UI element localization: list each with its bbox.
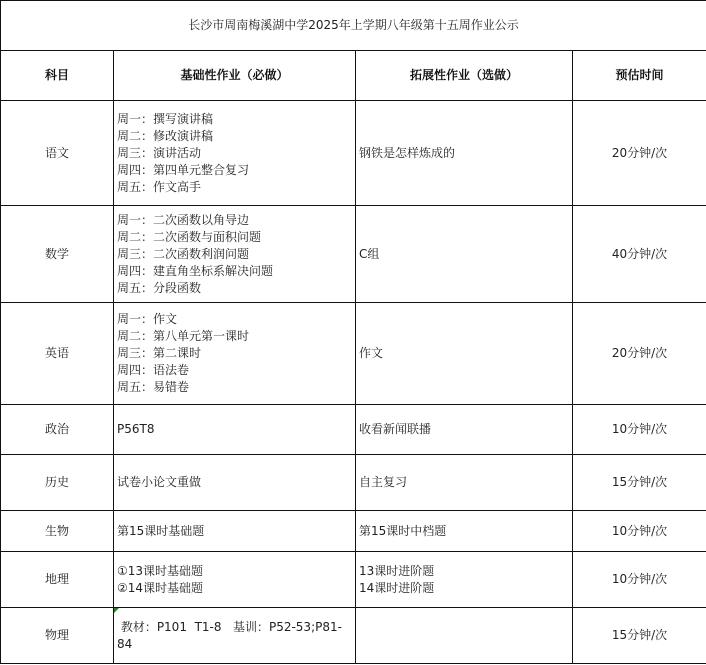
time-cell[interactable]: 10分钟/次 xyxy=(573,552,706,608)
homework-line: 周四：语法卷 xyxy=(117,363,190,377)
table-row xyxy=(1,405,706,455)
homework-line: 周五：作文高手 xyxy=(117,179,202,194)
page-title[interactable]: 长沙市周南梅溪湖中学2025年上学期八年级第十五周作业公示 xyxy=(1,1,706,51)
basic-homework-cell[interactable] xyxy=(114,511,356,552)
header-estimated-time[interactable]: 预估时间 xyxy=(573,51,706,101)
extended-homework-cell[interactable] xyxy=(356,101,573,206)
homework-line: 13课时进阶题 xyxy=(359,563,435,578)
basic-homework-cell[interactable] xyxy=(114,608,356,664)
homework-line: 收看新闻联播 xyxy=(359,422,432,436)
homework-line: 周四：建直角坐标系解决问题 xyxy=(117,263,274,278)
homework-line: 14课时进阶题 xyxy=(359,580,435,595)
homework-line: 周一：二次函数以角导边 xyxy=(117,212,250,227)
header-basic-homework[interactable]: 基础性作业（必做） xyxy=(114,51,356,101)
time-cell[interactable]: 40分钟/次 xyxy=(573,206,706,303)
homework-line: 周三：二次函数利润问题 xyxy=(117,246,250,261)
subject-cell[interactable]: 历史 xyxy=(1,455,114,511)
basic-homework-cell[interactable] xyxy=(114,206,356,303)
basic-homework-cell[interactable] xyxy=(114,101,356,206)
table-row xyxy=(1,552,706,608)
table-row xyxy=(1,206,706,303)
homework-line: 自主复习 xyxy=(359,475,408,489)
extended-homework-cell[interactable] xyxy=(356,303,573,405)
basic-homework-cell[interactable] xyxy=(114,303,356,405)
homework-line: 钢铁是怎样炼成的 xyxy=(359,145,456,160)
homework-line: 周二：第八单元第一课时 xyxy=(117,329,250,343)
homework-line: C组 xyxy=(359,246,380,261)
basic-homework-cell[interactable] xyxy=(114,552,356,608)
homework-line: 作文 xyxy=(359,346,384,360)
homework-line: 84 xyxy=(117,636,133,651)
title-row xyxy=(1,1,706,51)
subject-cell[interactable]: 物理 xyxy=(1,608,114,664)
table-row xyxy=(1,101,706,206)
cell-comment-marker-icon xyxy=(114,608,119,613)
homework-line: 第15课时基础题 xyxy=(117,523,205,538)
time-cell[interactable]: 20分钟/次 xyxy=(573,101,706,206)
subject-cell[interactable]: 政治 xyxy=(1,405,114,455)
homework-line: 试卷小论文重做 xyxy=(117,475,202,489)
homework-line: 周四：第四单元整合复习 xyxy=(117,162,250,177)
time-cell[interactable]: 15分钟/次 xyxy=(573,455,706,511)
homework-line: 周二：二次函数与面积问题 xyxy=(117,229,262,244)
subject-cell[interactable]: 语文 xyxy=(1,101,114,206)
basic-homework-cell[interactable] xyxy=(114,405,356,455)
extended-homework-cell[interactable] xyxy=(356,455,573,511)
extended-homework-cell[interactable] xyxy=(356,405,573,455)
homework-line: 周五：易错卷 xyxy=(117,380,190,394)
time-cell[interactable]: 10分钟/次 xyxy=(573,511,706,552)
extended-homework-cell[interactable] xyxy=(356,552,573,608)
subject-cell[interactable]: 数学 xyxy=(1,206,114,303)
time-cell[interactable]: 20分钟/次 xyxy=(573,303,706,405)
homework-line: 周三：第二课时 xyxy=(117,346,202,360)
table-row xyxy=(1,608,706,664)
extended-homework-cell[interactable] xyxy=(356,511,573,552)
extended-homework-cell[interactable] xyxy=(356,608,573,664)
homework-line: 教材：P101 T1-8 基训：P52-53;P81- xyxy=(117,619,342,634)
subject-cell[interactable]: 地理 xyxy=(1,552,114,608)
column-header-row xyxy=(1,51,706,101)
homework-line: 周一：作文 xyxy=(117,312,178,326)
subject-cell[interactable]: 英语 xyxy=(1,303,114,405)
time-cell[interactable]: 10分钟/次 xyxy=(573,405,706,455)
homework-line: 第15课时中档题 xyxy=(359,523,447,538)
homework-line: ①13课时基础题 xyxy=(117,563,204,578)
basic-homework-cell[interactable] xyxy=(114,455,356,511)
homework-line: ②14课时基础题 xyxy=(117,580,204,595)
homework-line: 周二：修改演讲稿 xyxy=(117,128,214,143)
homework-line: 周三：演讲活动 xyxy=(117,145,202,160)
extended-homework-cell[interactable] xyxy=(356,206,573,303)
header-extended-homework[interactable]: 拓展性作业（选做） xyxy=(356,51,573,101)
table-row xyxy=(1,511,706,552)
time-cell[interactable]: 15分钟/次 xyxy=(573,608,706,664)
subject-cell[interactable]: 生物 xyxy=(1,511,114,552)
homework-line: 周一：撰写演讲稿 xyxy=(117,111,214,126)
table-row xyxy=(1,455,706,511)
table-row xyxy=(1,303,706,405)
homework-line: P56T8 xyxy=(117,422,155,436)
header-subject[interactable]: 科目 xyxy=(1,51,114,101)
homework-line: 周五：分段函数 xyxy=(117,280,202,295)
